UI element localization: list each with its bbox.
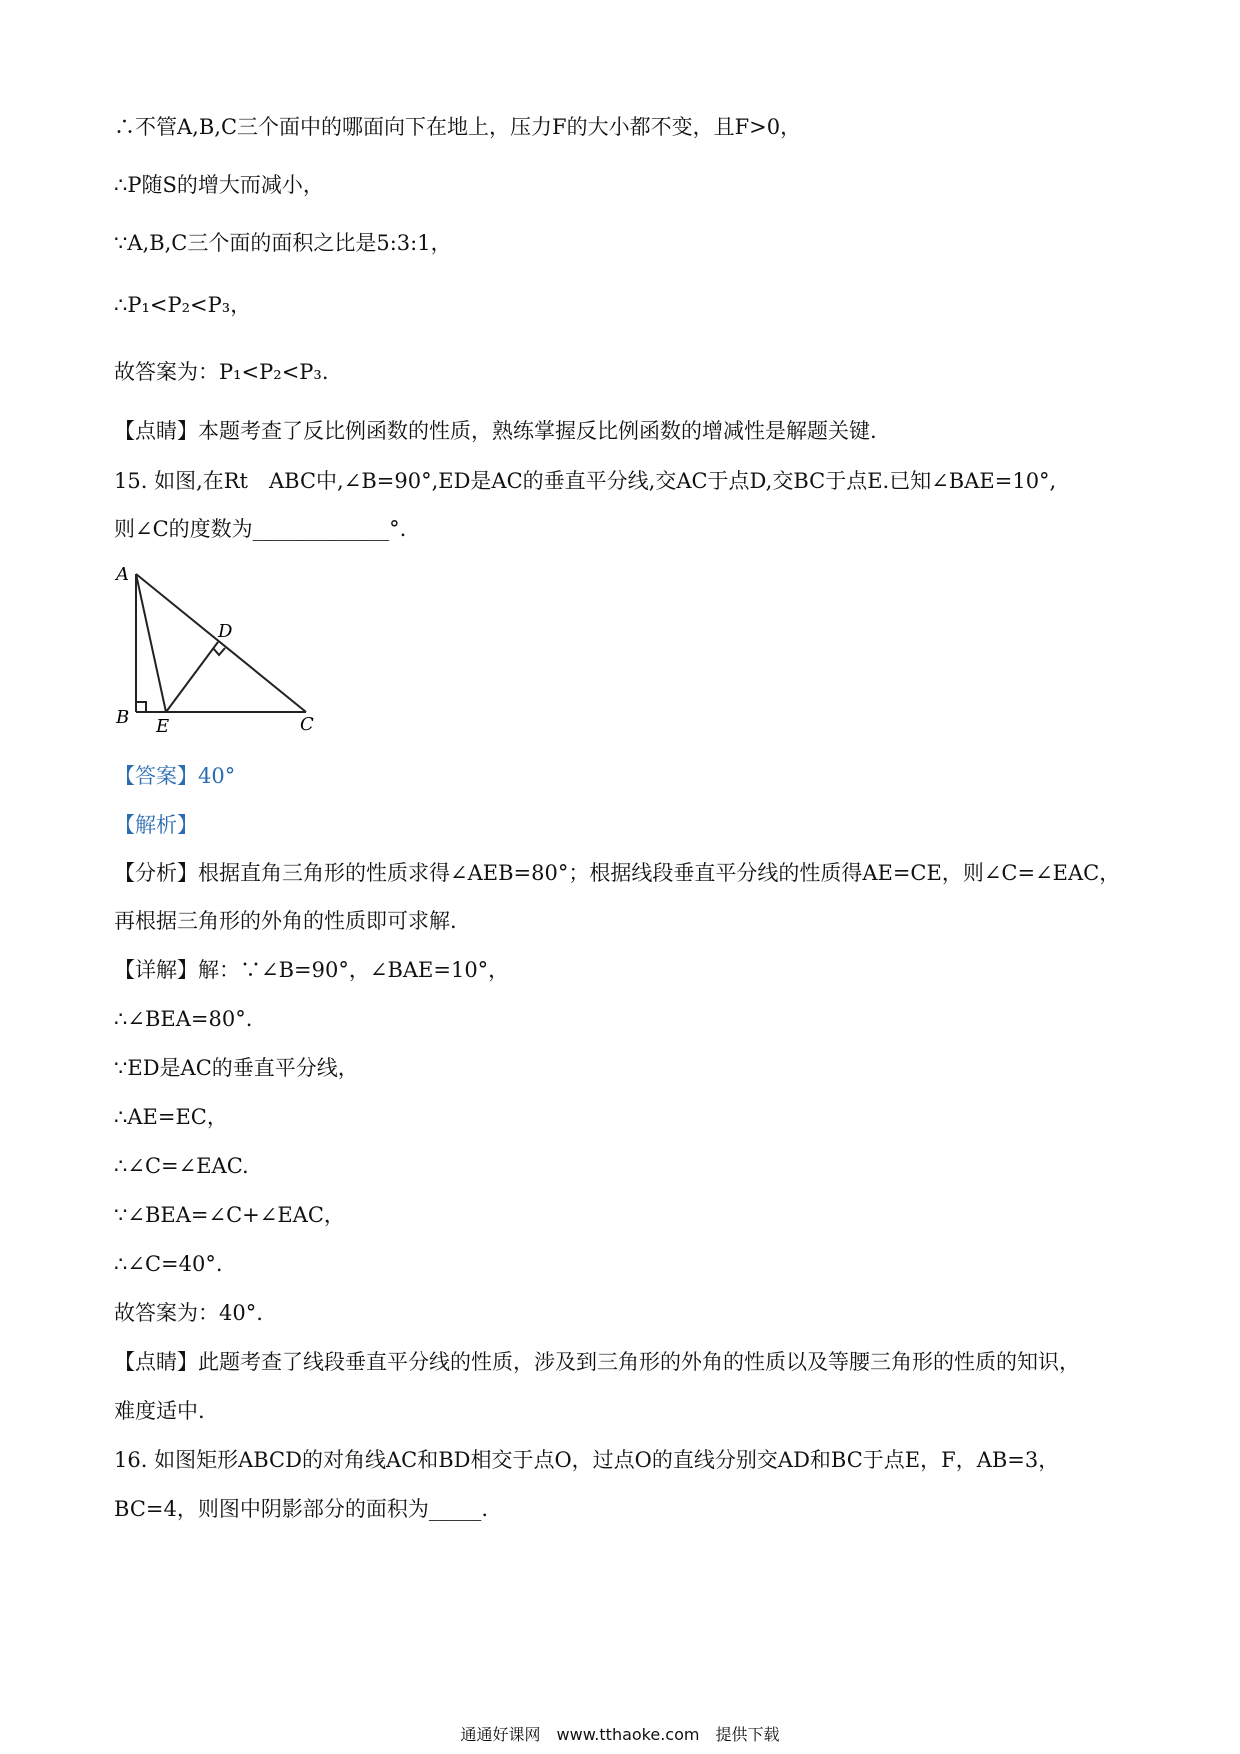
detail-line-1: 【详解】解：∵∠B=90°，∠BAE=10°， bbox=[114, 958, 510, 982]
label-D: D bbox=[218, 621, 233, 642]
analysis-label: 【解析】 bbox=[114, 813, 198, 837]
comment-line-2: 难度适中. bbox=[114, 1399, 205, 1423]
detail-line-7: ∴∠C=40°. bbox=[114, 1252, 223, 1276]
label-E: E bbox=[156, 716, 170, 737]
analysis-line-1: 【分析】根据直角三角形的性质求得∠AEB=80°；根据线段垂直平分线的性质得AE=CE，则∠C=∠EAC， bbox=[114, 861, 1121, 885]
line-4: ∴P₁<P₂<P₃， bbox=[114, 293, 252, 317]
line-6: 【点睛】本题考查了反比例函数的性质，熟练掌握反比例函数的增减性是解题关键. bbox=[114, 419, 877, 443]
detail-line-2: ∴∠BEA=80°. bbox=[114, 1007, 253, 1031]
label-B: B bbox=[116, 707, 130, 728]
triangle-figure bbox=[110, 560, 350, 740]
detail-line-6: ∵∠BEA=∠C+∠EAC， bbox=[114, 1203, 345, 1227]
line-2: ∴P随S的增大而减小， bbox=[114, 173, 324, 197]
line-5: 故答案为：P₁<P₂<P₃. bbox=[114, 360, 329, 384]
question-16-line-2: BC=4，则图中阴影部分的面积为_____. bbox=[114, 1497, 489, 1521]
line-1: ∴不管A,B,C三个面中的哪面向下在地上，压力F的大小都不变，且F>0， bbox=[114, 115, 802, 139]
question-16-line-1: 16. 如图矩形ABCD的对角线AC和BD相交于点O，过点O的直线分别交AD和BC于点E，F，AB=3， bbox=[114, 1448, 1060, 1472]
detail-line-4: ∴AE=EC， bbox=[114, 1105, 228, 1129]
footer-text: 通通好课网 www.tthaoke.com 提供下载 bbox=[460, 1725, 780, 1744]
line-3: ∵A,B,C三个面的面积之比是5:3:1， bbox=[114, 231, 452, 255]
question-15-line-2: 则∠C的度数为_____________°. bbox=[114, 517, 407, 541]
comment-line-1: 【点睛】此题考查了线段垂直平分线的性质，涉及到三角形的外角的性质以及等腰三角形的性质的知识， bbox=[114, 1350, 1080, 1374]
label-A: A bbox=[116, 564, 129, 585]
detail-line-3: ∵ED是AC的垂直平分线， bbox=[114, 1056, 359, 1080]
detail-line-5: ∴∠C=∠EAC. bbox=[114, 1154, 249, 1178]
segment-ED bbox=[166, 642, 218, 712]
detail-line-8: 故答案为：40°. bbox=[114, 1301, 263, 1325]
right-angle-mark-D bbox=[213, 648, 225, 655]
right-angle-mark-B bbox=[136, 702, 146, 712]
label-C: C bbox=[300, 714, 314, 735]
question-15-line-1: 15. 如图,在Rt ABC中,∠B=90°,ED是AC的垂直平分线,交AC于点D,交BC于点E.已知∠BAE=10°, bbox=[114, 469, 1057, 493]
answer-label: 【答案】40° bbox=[114, 764, 236, 788]
analysis-line-2: 再根据三角形的外角的性质即可求解. bbox=[114, 909, 457, 933]
